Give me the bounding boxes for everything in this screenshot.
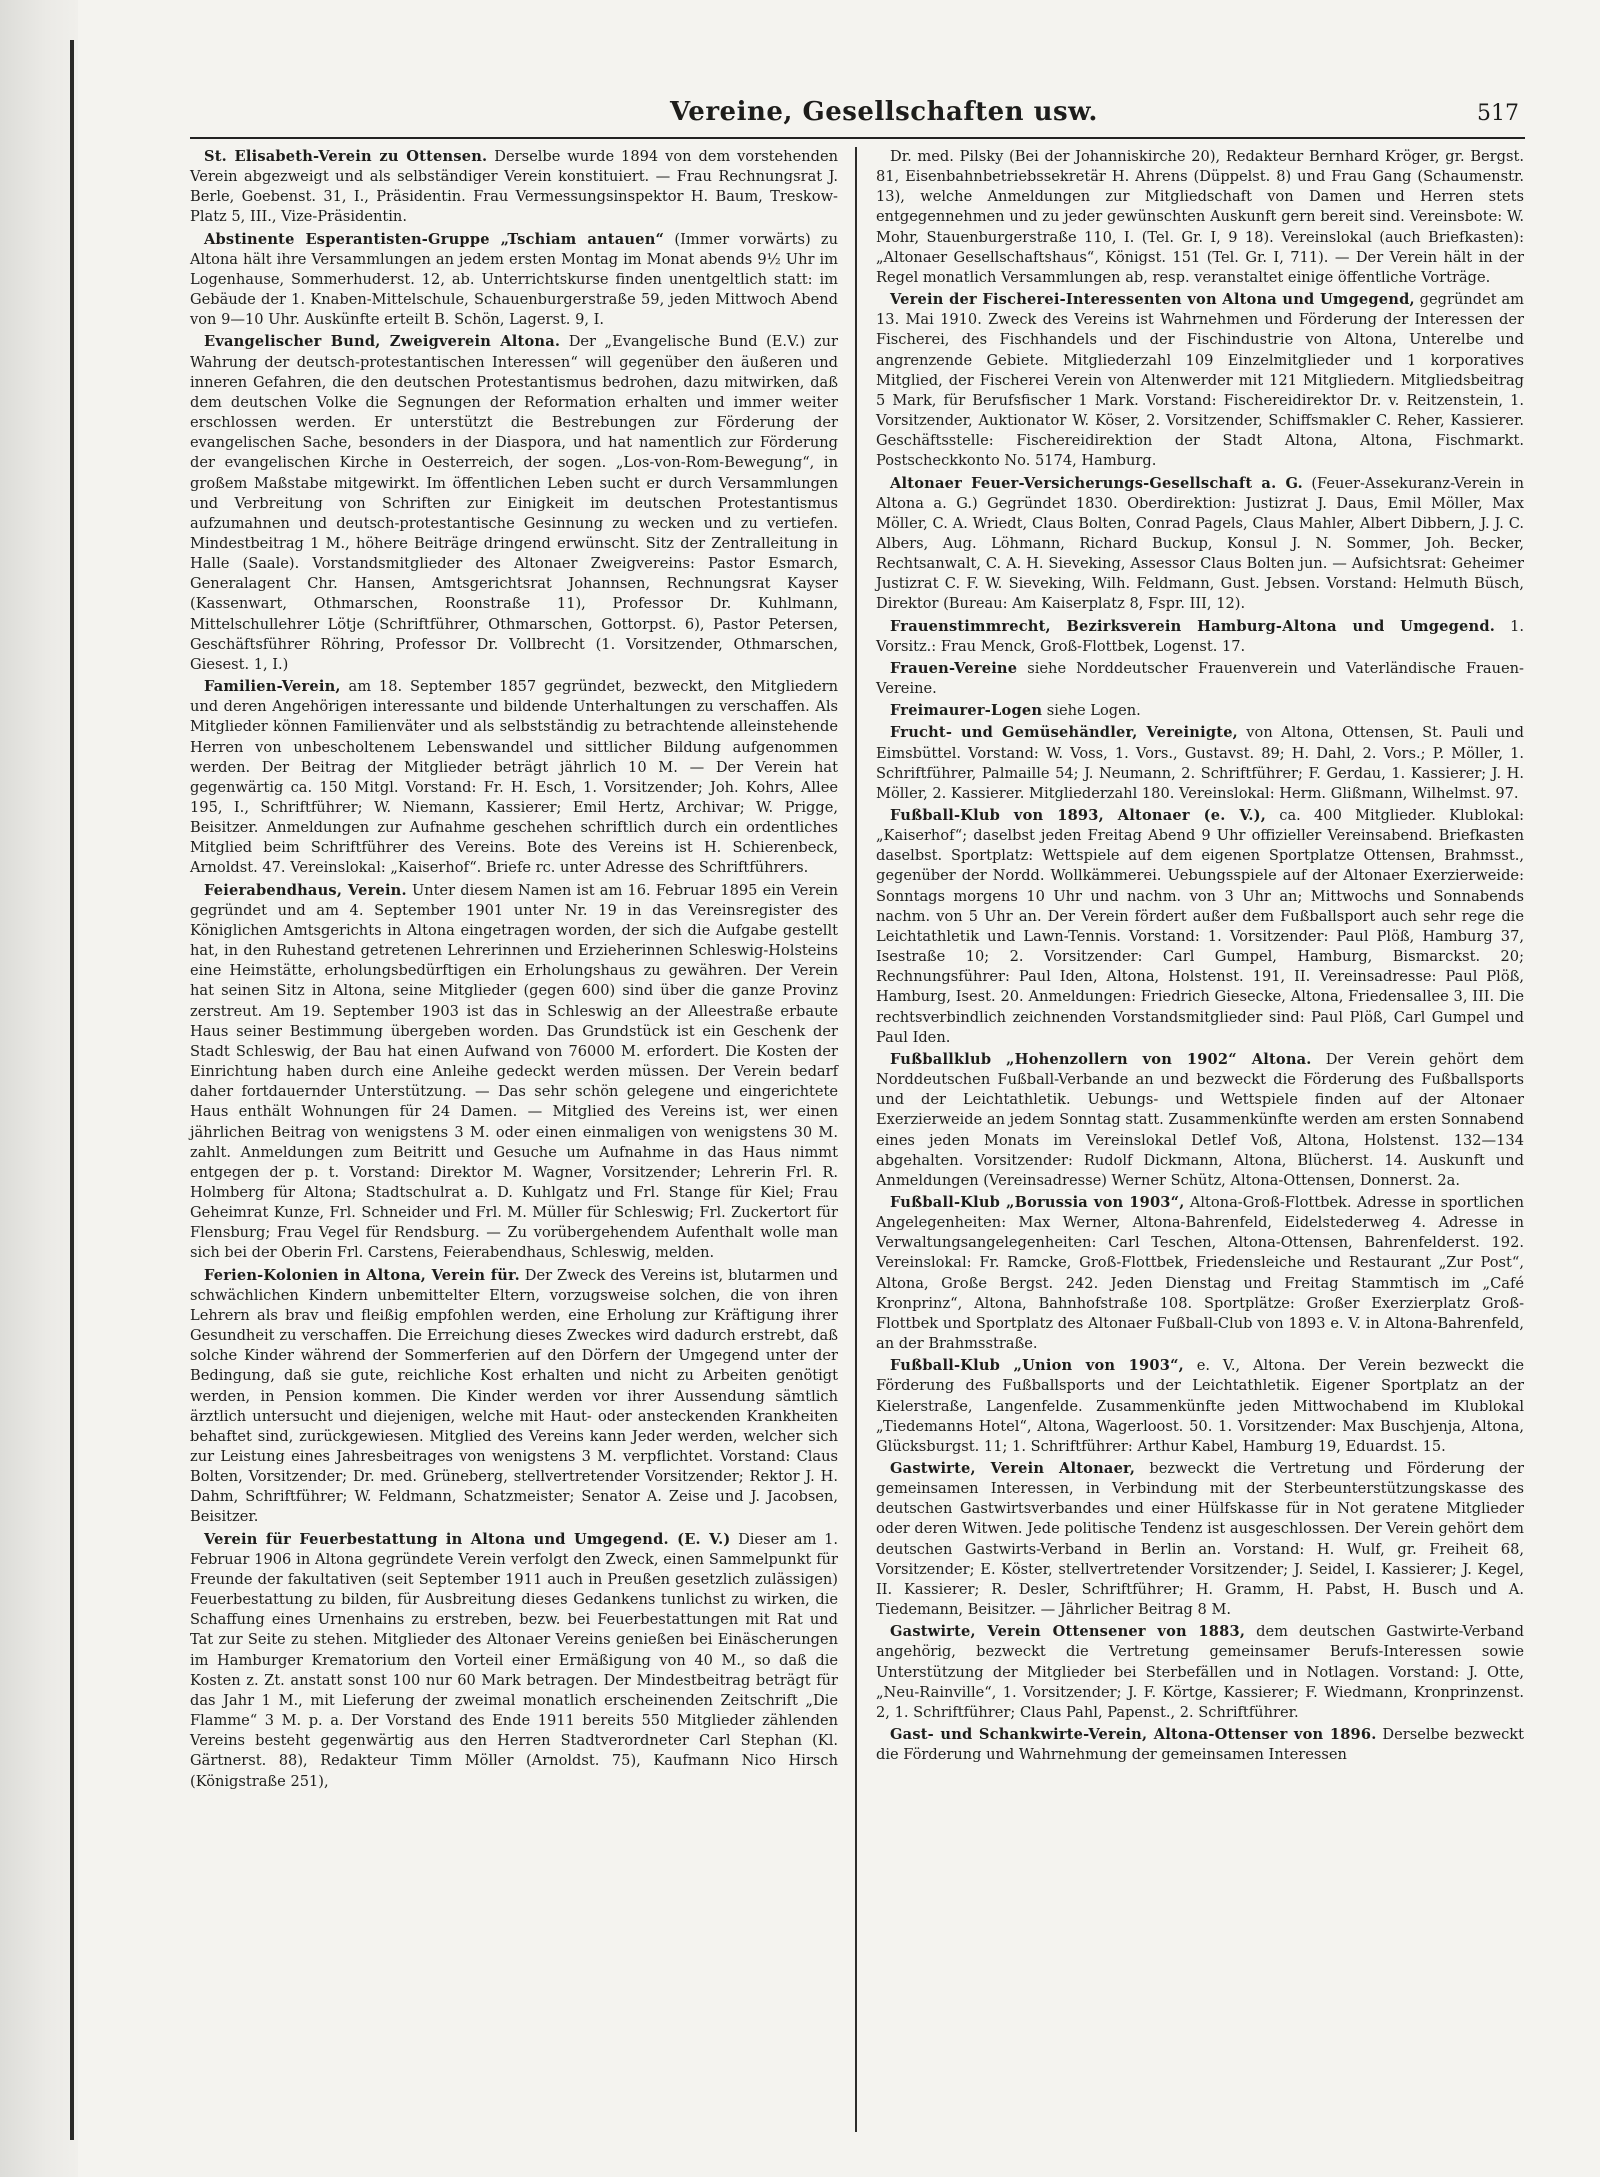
directory-entry — [876, 617, 1524, 657]
entry-text: Der „Evangelische Bund (E.V.) zur Wahrung der deutsch-protestantischen Interessen“ will gegenüber den äußeren und inneren Gefahren, die den deutschen Protestantismus bedrohen, dazu mitwirken, daß dem deutschen Volke die Segnungen der Reformation erhalten und immer weiter erschlossen werden. Er unterstützt die Bestrebungen zur Förderung der evangelischen Sache, besonders in der Diaspora, und hat namentlich zur Förderung der evangelischen Kirche in Oesterreich, der sogen. „Los-von-Rom-Bewegung“, in großem Maßstabe mitgewirkt. Im öffentlichen Leben sucht er durch Versammlungen und Verbreitung von Schriften zur Einigkeit im deutschen Protestantismus aufzumahnen und deutsch-protestantische Gesinnung zu wecken und zu vertiefen. Mindestbeitrag 1 M., höhere Beiträge dringend erwünscht. Sitz der Zentralleitung in Halle (Saale). Vorstandsmitglieder des Altonaer Zweigvereins: Pastor Esmarch, Generalagent Chr. Hansen, Amtsgerichtsrat Johannsen, Rechnungsrat Kayser (Kassenwart, Othmarschen, Roonstraße 11), Professor Dr. Kuhlmann, Mittelschullehrer Lötje (Schriftführer, Othmarschen, Gottorpst. 6), Pastor Petersen, Geschäftsführer Röhring, Professor Dr. Vollbrecht (1. Vorsitzender, Othmarschen, Giesest. 1, I.) — [190, 333, 838, 673]
directory-entry — [876, 290, 1524, 471]
entry-text: e. V., Altona. Der Verein bezweckt die Förderung des Fußballsports und der Leichtathletik. Eigener Sportplatz an der Kielerstraße, Langenfelde. Zusammenkünfte jeden Mittwochabend im Klublokal „Tiedemanns Hotel“, Altona, Wagerloost. 50. 1. Vorsitzender: Max Buschjenja, Altona, Glücksburgst. 11; 1. Schriftführer: Arthur Kabel, Hamburg 19, Eduardst. 15. — [876, 1357, 1524, 1455]
directory-entry — [876, 1459, 1524, 1620]
directory-entry — [190, 677, 838, 879]
entry-title: Ferien-Kolonien in Altona, Verein für. — [204, 1266, 520, 1284]
entry-title: Familien-Verein, — [204, 678, 341, 696]
scan-margin — [0, 0, 78, 2177]
entry-title: Fußballklub „Hohenzollern von 1902“ Altona. — [890, 1050, 1312, 1068]
entry-text: 1. Vorsitz.: Frau Menck, Groß-Flottbek, Logenst. 17. — [876, 617, 1525, 655]
entry-text: Dr. med. Pilsky (Bei der Johanniskirche 20), Redakteur Bernhard Kröger, gr. Bergst. 81, Eisenbahnbetriebssekretär H. Ahrens (Düppelst. 8) und Frau Gang (Schaumenstr. 13), welche Anmeldungen zur Mitgliedschaft von Damen und Herren stets entgegennehmen und zu jeder gewünschten Auskunft gern bereit sind. Vereinsbote: W. Mohr, Stauenburgerstraße 110, I. (Tel. Gr. I, 9 18). Vereinslokal (auch Briefkasten): „Altonaer Gesellschaftshaus“, Königst. 151 (Tel. Gr. I, 711). — Der Verein hält in der Regel monatlich Versammlungen ab, resp. veranstaltet einige öffentliche Vorträge. — [876, 148, 1524, 286]
directory-entry — [190, 332, 838, 675]
left-column — [190, 147, 838, 2132]
entry-title: Altonaer Feuer-Versicherungs-Gesellschaft a. G. — [890, 474, 1303, 492]
directory-entry — [190, 881, 838, 1264]
entry-title: Frauenstimmrecht, Bezirksverein Hamburg-Altona und Umgegend. — [890, 617, 1496, 635]
right-column — [876, 147, 1524, 2132]
entry-title: Feierabendhaus, Verein. — [204, 881, 407, 899]
entry-text: (Immer vorwärts) zu Altona hält ihre Versammlungen an jedem ersten Montag im Monat abends 9½ Uhr im Logenhause, Sommerhuderst. 12, ab. Unterrichtskurse finden unentgeltlich statt: im Gebäude der 1. Knaben-Mittelschule, Schauenburgerstraße 59, jeden Mittwoch Abend von 9—10 Uhr. Auskünfte erteilt B. Schön, Lagerst. 9, I. — [190, 230, 839, 329]
document-page — [190, 95, 1525, 2135]
entry-title: Fußball-Klub „Union von 1903“, — [890, 1357, 1184, 1375]
entry-title: Fußball-Klub „Borussia von 1903“, — [890, 1193, 1185, 1211]
directory-entry — [876, 806, 1524, 1048]
directory-entry — [876, 701, 1524, 721]
binding-edge-line — [70, 40, 74, 2140]
entry-text: Der Zweck des Vereins ist, blutarmen und schwächlichen Kindern unbemittelter Eltern, vorzugsweise solchen, die von ihren Lehrern als brav und fleißig empfohlen werden, eine Erholung zur Kräftigung ihrer Gesundheit zu verschaffen. Die Erreichung dieses Zweckes wird dadurch erstrebt, daß solche Kinder während der Sommerferien auf den Dörfern der Umgegend unter der Bedingung, daß sie gute, reichliche Kost erhalten und nicht zu Arbeiten genötigt werden, in Pension kommen. Die Kinder werden vor ihrer Aussendung sämtlich ärztlich untersucht und diejenigen, welche mit Haut- oder ansteckenden Krankheiten behaftet sind, zurückgewiesen. Mitglied des Vereins kann Jeder werden, welcher sich zur Leistung eines Jahresbeitrages von wenigstens 3 M. verpflichtet. Vorstand: Claus Bolten, Vorsitzender; Dr. med. Grüneberg, stellvertretender Vorsitzender; Rektor J. H. Dahm, Schriftführer; W. Feldmann, Schatzmeister; Senator A. Zeise und J. Jacobsen, Beisitzer. — [190, 1266, 838, 1526]
entry-title: Verein für Feuerbestattung in Altona und Umgegend. (E. V.) — [204, 1530, 731, 1548]
entry-text: von Altona, Ottensen, St. Pauli und Eimsbüttel. Vorstand: W. Voss, 1. Vors., Gustavst. 89; H. Dahl, 2. Vors.; P. Möller, 1. Schriftführer, Palmaille 54; J. Neumann, 2. Schriftführer; F. Gerdau, 1. Kassierer; J. H. Möller, 2. Kassierer. Mitgliederzahl 180. Vereinslokal: Herm. Glißmann, Wilhelmst. 97. — [876, 724, 1525, 802]
page-number: 517 — [1477, 101, 1519, 126]
directory-entry — [190, 230, 838, 331]
entry-title: Freimaurer-Logen — [890, 702, 1043, 720]
entry-title: Abstinente Esperantisten-Gruppe „Tschiam antauen“ — [204, 230, 665, 248]
entry-title: Fußball-Klub von 1893, Altonaer (e. V.), — [890, 807, 1267, 824]
directory-entry — [190, 1266, 838, 1528]
running-title: Vereine, Gesellschaften usw. — [670, 97, 1098, 127]
directory-entry — [876, 1725, 1524, 1765]
entry-title: Gastwirte, Verein Ottensener von 1883, — [890, 1623, 1246, 1641]
entry-title: St. Elisabeth-Verein zu Ottensen. — [204, 148, 488, 165]
directory-entry — [876, 723, 1524, 804]
page-header — [190, 95, 1525, 139]
entry-text: siehe Norddeutscher Frauenverein und Vaterländische Frauen-Vereine. — [876, 659, 1524, 698]
directory-entry — [876, 474, 1524, 615]
entry-title: Evangelischer Bund, Zweigverein Altona. — [204, 333, 561, 351]
directory-entry — [190, 1530, 838, 1792]
entry-text: Derselbe bezweckt die Förderung und Wahrnehmung der gemeinsamen Interessen — [876, 1726, 1524, 1764]
directory-entry — [876, 1050, 1524, 1191]
directory-entry — [876, 1356, 1524, 1457]
entry-text: (Feuer-Assekuranz-Verein in Altona a. G.) Gegründet 1830. Oberdirektion: Justizrat J. Daus, Emil Möller, Max Möller, C. A. Wriedt, Claus Bolten, Conrad Pagels, Claus Mahler, Albert Dibbern, J. J. C. Albers, Aug. Löhmann, Richard Buckup, Konsul J. N. Sommer, Joh. Becker, Rechtsanwalt, C. A. H. Sieveking, Assessor Claus Bolten jun. — Aufsichtsrat: Geheimer Justizrat C. F. W. Sieveking, Wilh. Feldmann, Gust. Jebsen. Vorstand: Helmuth Büsch, Direktor (Bureau: Am Kaiserplatz 8, Fspr. III, 12). — [876, 474, 1525, 613]
entry-text: gegründet am 13. Mai 1910. Zweck des Vereins ist Wahrnehmen und Förderung der Interessen der Fischerei, des Fischhandels und der Fischindustrie von Altona, Unterelbe und angrenzende Gebiete. Mitgliederzahl 109 Einzelmitglieder und 1 korporatives Mitglied, der Fischerei Verein von Altenwerder mit 121 Mitgliedern. Mitgliedsbeitrag 5 Mark, für Berufsfischer 1 Mark. Vorstand: Fischereidirektor Dr. v. Reitzenstein, 1. Vorsitzender, Auktionator W. Köser, 2. Vorsitzender, Schiffsmakler C. Reher, Kassierer. Geschäftsstelle: Fischereidirektion der Stadt Altona, Altona, Fischmarkt. Postscheckkonto No. 5174, Hamburg. — [876, 291, 1525, 470]
entry-text: ca. 400 Mitglieder. Klublokal: „Kaiserhof“; daselbst jeden Freitag Abend 9 Uhr offizieller Vereinsabend. Briefkasten daselbst. Sportplatz: Wettspiele auf dem eigenen Sportplatze Ottensen, Brahmsst., gegenüber der Nordd. Wollkämmerei. Uebungsspiele auf der Altonaer Exerzierweide: Sonntags morgens 10 Uhr und nachm. von 3 Uhr an; Mittwochs und Sonnabends nachm. von 5 Uhr an. Der Verein fördert außer dem Fußballsport auch sehr rege die Leichtathletik und Lawn-Tennis. Vorstand: 1. Vorsitzender: Paul Plöß, Hamburg 37, Isestraße 10; 2. Vorsitzender: Carl Gumpel, Hamburg, Bismarckst. 20; Rechnungsführer: Paul Iden, Altona, Holstenst. 191, II. Vereinsadresse: Paul Plöß, Hamburg, Isest. 20. Anmeldungen: Friedrich Giesecke, Altona, Friedensallee 3, III. Die rechtsverbindlich zeichnenden Vorstandsmitglieder sind: Paul Plöß, Carl Gumpel und Paul Iden. — [876, 807, 1524, 1046]
directory-entry — [876, 659, 1524, 699]
directory-entry — [876, 1193, 1524, 1354]
entry-title: Frucht- und Gemüsehändler, Vereinigte, — [890, 724, 1238, 742]
entry-title: Verein der Fischerei-Interessenten von Altona und Umgegend, — [890, 291, 1415, 309]
entry-title: Gast- und Schankwirte-Verein, Altona-Ottenser von 1896. — [890, 1726, 1377, 1744]
column-divider — [855, 147, 857, 2132]
directory-entry — [190, 147, 838, 228]
entry-title: Frauen-Vereine — [890, 659, 1018, 677]
text-columns — [190, 147, 1525, 2132]
entry-text: bezweckt die Vertretung und Förderung der gemeinsamen Interessen, in Verbindung mit der Sterbeunterstützungskasse des deutschen Gastwirtsverbandes und einer Hülfskasse für in Not geratene Mitglieder oder deren Witwen. Jede politische Tendenz ist ausgeschlossen. Der Verein gehört dem deutschen Gastwirts-Verband in Berlin an. Vorstand: H. Wulf, gr. Freiheit 68, Vorsitzender; E. Köster, stellvertretender Vorsitzender; J. Seidel, I. Kassierer; J. Kegel, II. Kassierer; R. Desler, Schriftführer; H. Gramm, H. Pabst, H. Busch und A. Tiedemann, Beisitzer. — Jährlicher Beitrag 8 M. — [876, 1460, 1524, 1619]
entry-text: Dieser am 1. Februar 1906 in Altona gegründete Verein verfolgt den Zweck, einen Sammelpunkt für Freunde der fakultativen (seit September 1911 auch in Preußen gesetzlich zulässigen) Feuerbestattung zu bilden, für Ausbreitung dieses Gedankens tunlichst zu wirken, die Schaffung eines Urnenhains zu erstreben, bezw. bei Feuerbestattungen mit Rat und Tat zur Seite zu stehen. Mitglieder des Altonaer Vereins genießen bei Einäscherungen im Hamburger Krematorium den Vorteil einer Ermäßigung von 40 M., so daß die Kosten z. Zt. anstatt sonst 100 nur 60 Mark betragen. Der Mindestbeitrag beträgt für das Jahr 1 M., mit Lieferung der zweimal monatlich erscheinenden Zeitschrift „Die Flamme“ 3 M. p. a. Der Vorstand des Ende 1911 bereits 550 Mitglieder zählenden Vereins besteht gegenwärtig aus den Herren Stadtverordneter Carl Stephan (Kl. Gärtnerst. 88), Redakteur Timm Möller (Arnoldst. 75), Kaufmann Nico Hirsch (Königstraße 251), — [190, 1530, 838, 1790]
directory-entry — [876, 147, 1524, 288]
entry-text: dem deutschen Gastwirte-Verband angehörig, bezweckt die Vertretung gemeinsamer Berufs-Interessen sowie Unterstützung der Mitglieder bei Sterbefällen und in Notlagen. Vorstand: J. Otte, „Neu-Rainville“, 1. Vorsitzender; J. F. Körtge, Kassierer; F. Wiedmann, Kronprinzenst. 2, 1. Schriftführer; Claus Pahl, Papenst., 2. Schriftführer. — [876, 1623, 1525, 1721]
entry-text: am 18. September 1857 gegründet, bezweckt, den Mitgliedern und deren Angehörigen interessante und bildende Unterhaltungen zu verschaffen. Als Mitglieder können Familienväter und als selbstständig zu betrachtende alleinstehende Herren von unbescholtenem Lebenswandel und sittlicher Bildung aufgenommen werden. Der Beitrag der Mitglieder beträgt jährlich 10 M. — Der Verein hat gegenwärtig ca. 150 Mitgl. Vorstand: Fr. H. Esch, 1. Vorsitzender; Joh. Kohrs, Allee 195, I., Schriftführer; W. Niemann, Kassierer; Emil Hertz, Archivar; W. Prigge, Beisitzer. Anmeldungen zur Aufnahme geschehen schriftlich durch ein ordentliches Mitglied beim Schriftführer des Vereins. Bote des Vereins ist H. Schierenbeck, Arnoldst. 47. Vereinslokal: „Kaiserhof“. Briefe rc. unter Adresse des Schriftführers. — [190, 678, 839, 877]
entry-text: Altona-Groß-Flottbek. Adresse in sportlichen Angelegenheiten: Max Werner, Altona-Bahrenfeld, Eidelstederweg 4. Adresse in Verwaltungsangelegenheiten: Carl Teschen, Altona-Ottensen, Bahrenfelderst. 192. Vereinslokal: Fr. Ramcke, Groß-Flottbek, Friedensleiche und Restaurant „Zur Post“, Altona, Große Bergst. 242. Jeden Dienstag und Freitag Stammtisch im „Café Kronprinz“, Altona, Bahnhofstraße 108. Sportplätze: Großer Exerzierplatz Groß-Flottbek und Sportplatz des Altonaer Fußball-Club von 1893 e. V. in Altona-Bahrenfeld, an der Brahmsstraße. — [876, 1193, 1524, 1353]
entry-text: Der Verein gehört dem Norddeutschen Fußball-Verbande an und bezweckt die Förderung des Fußballsports und der Leichtathletik. Uebungs- und Wettspiele finden auf der Altonaer Exerzierweide an jedem Sonntag statt. Zusammenkünfte werden am ersten Sonnabend eines jeden Monats im Vereinslokal Detlef Voß, Altona, Holstenst. 132—134 abgehalten. Vorsitzender: Rudolf Dickmann, Altona, Blücherst. 14. Auskunft und Anmeldungen (Vereinsadresse) Werner Schütz, Altona-Ottensen, Donnerst. 2a. — [876, 1050, 1525, 1189]
entry-text: Derselbe wurde 1894 von dem vorstehenden Verein abgezweigt und als selbständiger Verein konstituiert. — Frau Rechnungsrat J. Berle, Goebenst. 31, I., Präsidentin. Frau Vermessungsinspektor H. Baum, Treskow-Platz 5, III., Vize-Präsidentin. — [190, 148, 838, 226]
entry-text: siehe Logen. — [1046, 702, 1141, 720]
directory-entry — [876, 1622, 1524, 1723]
entry-title: Gastwirte, Verein Altonaer, — [890, 1460, 1136, 1477]
entry-text: Unter diesem Namen ist am 16. Februar 1895 ein Verein gegründet und am 4. September 1901 unter Nr. 19 in das Vereinsregister des Königlichen Amtsgerichts in Altona eingetragen worden, der sich die Aufgabe gestellt hat, in den Ruhestand getretenen Lehrerinnen und Erzieherinnen Schleswig-Holsteins eine Heimstätte, erholungsbedürftigen ein Erholungshaus zu gewähren. Der Verein hat seinen Sitz in Altona, seine Mitglieder (gegen 600) sind über die ganze Provinz zerstreut. Am 19. September 1903 ist das in Schleswig an der Alleestraße erbaute Haus seiner Bestimmung übergeben worden. Das Grundstück ist ein Geschenk der Stadt Schleswig, der Bau hat einen Aufwand von 76000 M. erfordert. Die Kosten der Einrichtung haben durch eine Anleihe gedeckt werden müssen. Der Verein bedarf daher fortdauernder Unterstützung. — Das sehr schön gelegene und eingerichtete Haus enthält Wohnungen für 24 Damen. — Mitglied des Vereins ist, wer einen jährlichen Beitrag von wenigstens 3 M. oder einen einmaligen von wenigstens 30 M. zahlt. Anmeldungen zum Beitritt und Gesuche um Aufnahme in das Haus nimmt entgegen der p. t. Vorstand: Direktor M. Wagner, Vorsitzender; Lehrerin Frl. R. Holmberg für Altona; Stadtschulrat a. D. Kuhlgatz und Frl. Stange für Kiel; Frau Geheimrat Kunze, Frl. Schneider und Frl. M. Müller für Schleswig; Frl. Zuckertort für Flensburg; Frau Vegel für Rendsburg. — Zu vorübergehendem Aufenthalt wolle man sich bei der Oberin Frl. Carstens, Feierabendhaus, Schleswig, melden. — [190, 881, 838, 1262]
